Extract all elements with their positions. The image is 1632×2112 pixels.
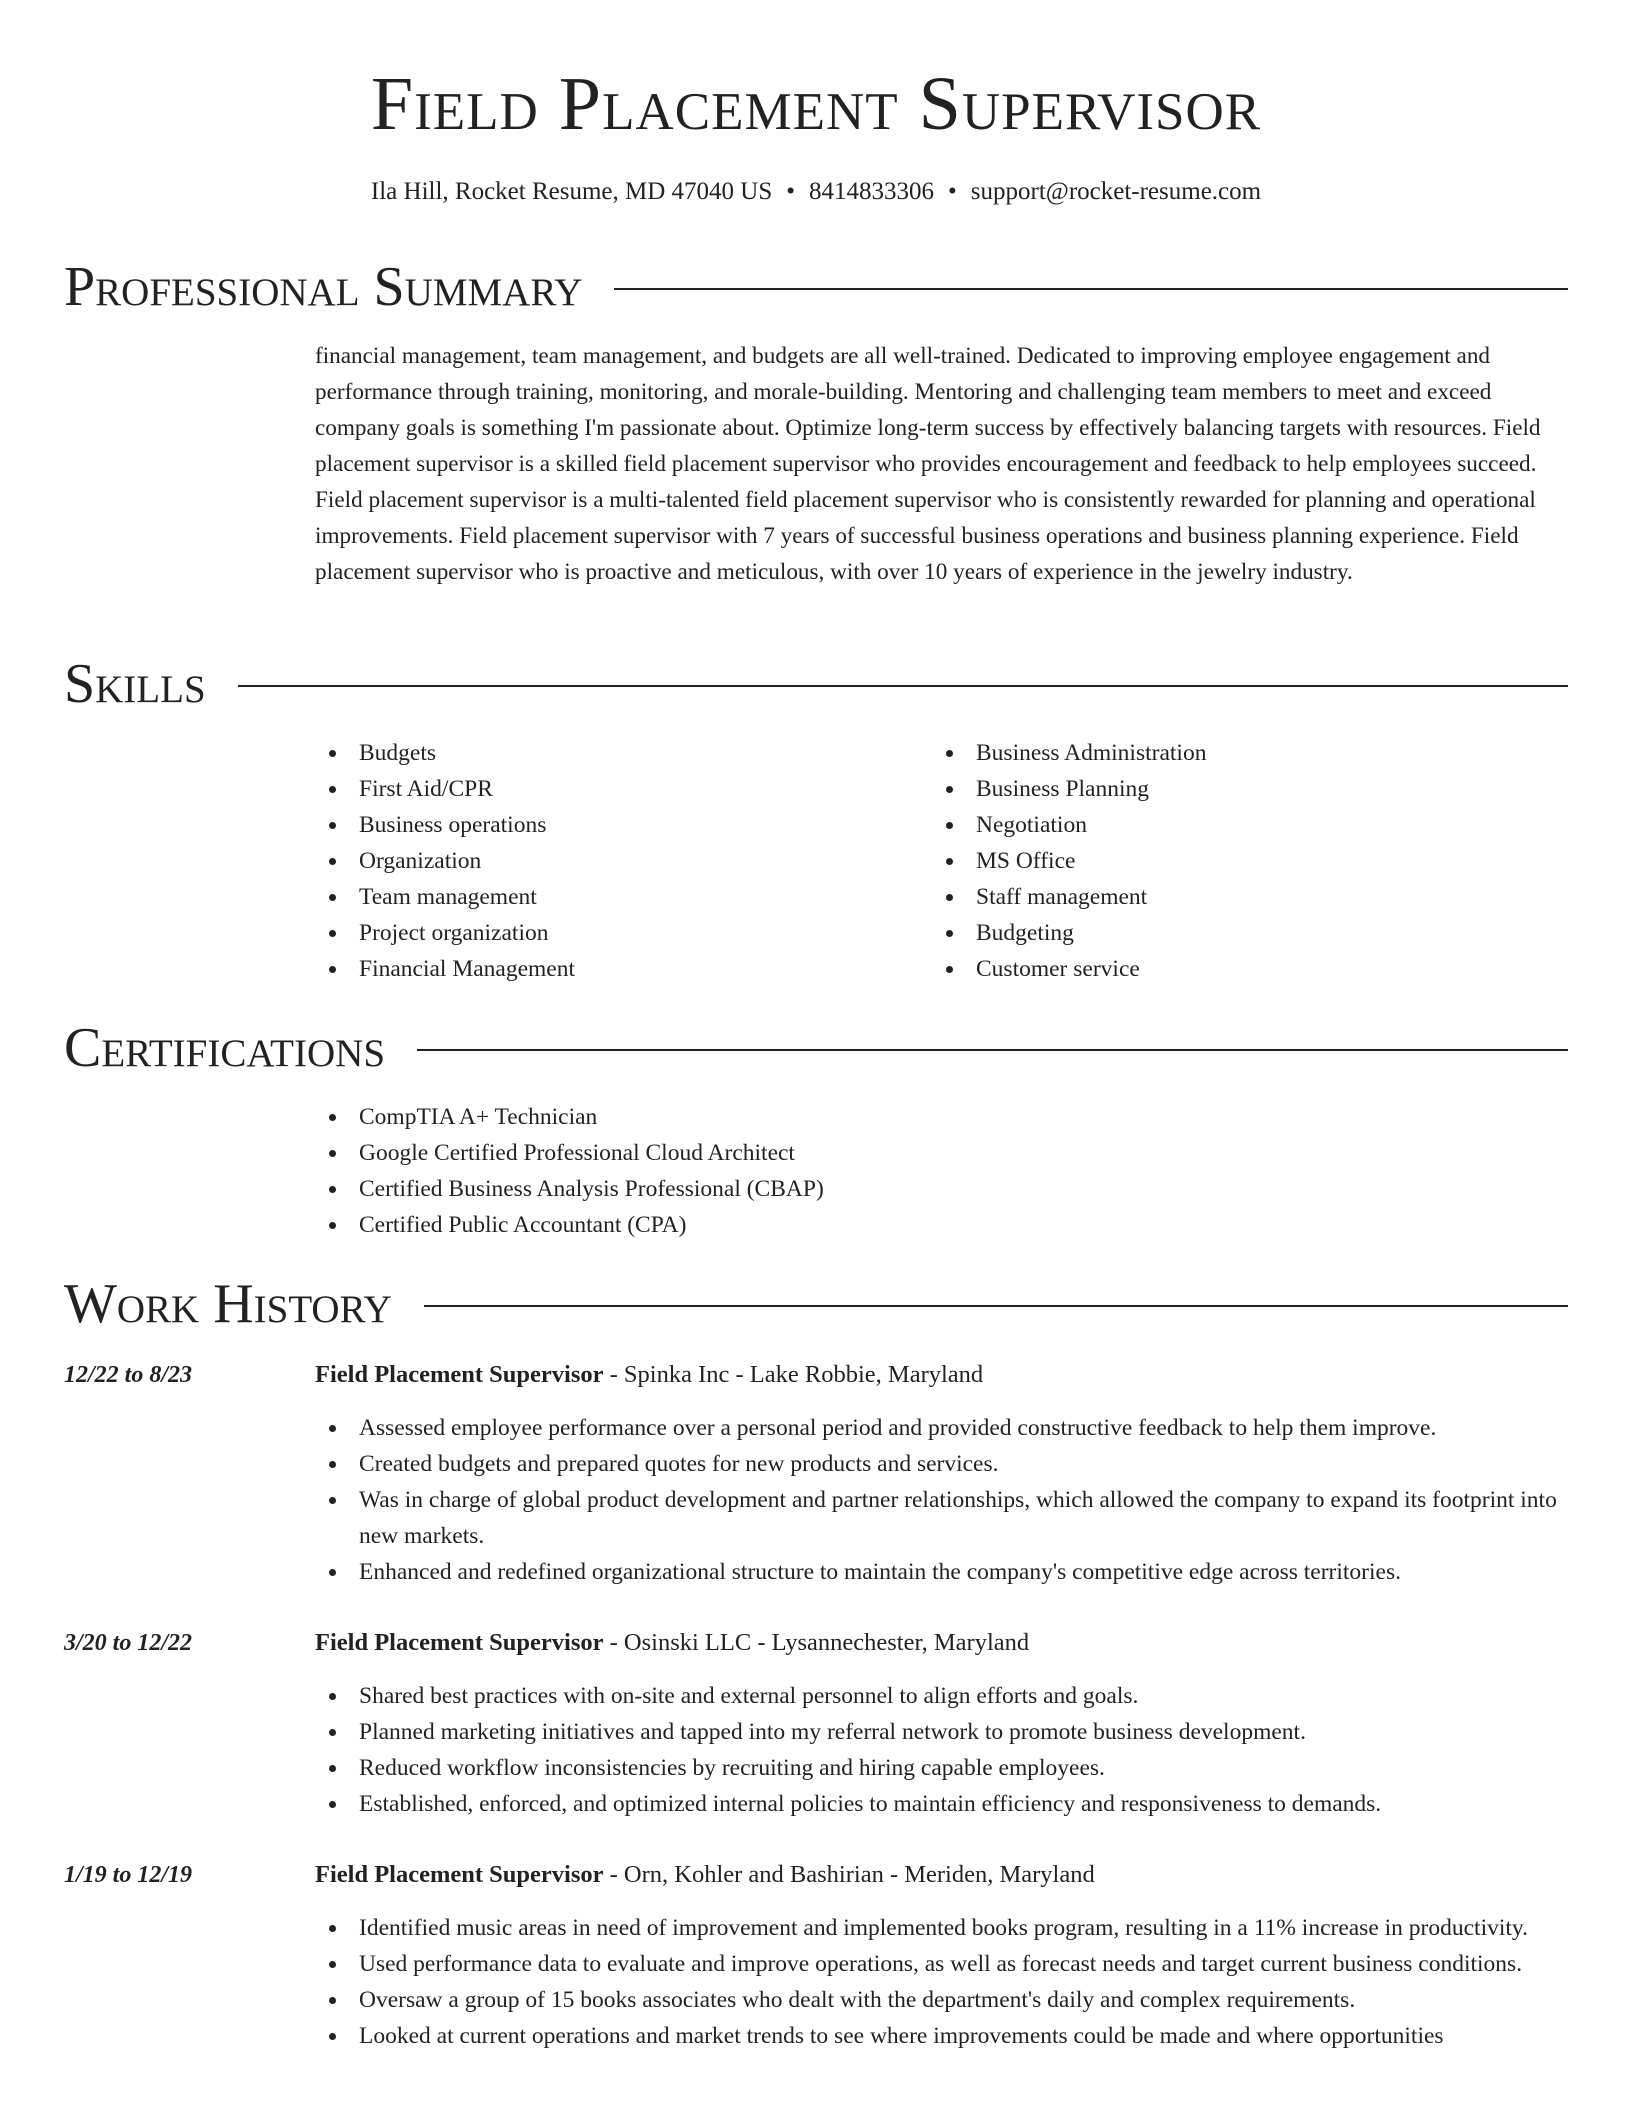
list-item: Organization — [315, 843, 915, 879]
section-heading-work-history — [64, 1274, 1568, 1334]
section-heading-certifications — [64, 1018, 1568, 1078]
list-item: Looked at current operations and market trends to see where improvements could be made and where opportunities — [315, 2018, 1568, 2054]
job-company-location: - Orn, Kohler and Bashirian - Meriden, Maryland — [603, 1861, 1095, 1888]
job-company-location: - Osinski LLC - Lysannechester, Maryland — [603, 1629, 1030, 1656]
job-bullets — [315, 1910, 1568, 2054]
section-divider — [614, 288, 1568, 290]
list-item: Staff management — [932, 879, 1568, 915]
job-title: Field Placement Supervisor — [315, 1861, 604, 1888]
section-title: Work History — [64, 1273, 392, 1335]
contact-address: Ila Hill, Rocket Resume, MD 47040 US — [370, 178, 773, 205]
contact-line — [0, 176, 1632, 208]
job-company-location: - Spinka Inc - Lake Robbie, Maryland — [603, 1361, 984, 1388]
list-item: Certified Business Analysis Professional (CBAP) — [315, 1171, 1568, 1207]
list-item: Created budgets and prepared quotes for new products and services. — [315, 1446, 1568, 1482]
list-item: CompTIA A+ Technician — [315, 1099, 1568, 1135]
list-item: Financial Management — [315, 951, 915, 987]
list-item: MS Office — [932, 843, 1568, 879]
list-item: Business Planning — [932, 771, 1568, 807]
list-item: Assessed employee performance over a personal period and provided constructive feedback to help them improve. — [315, 1410, 1568, 1446]
section-divider — [417, 1049, 1568, 1051]
list-item: Oversaw a group of 15 books associates who dealt with the department's daily and complex requirements. — [315, 1982, 1568, 2018]
list-item: Project organization — [315, 915, 915, 951]
section-heading-skills — [64, 654, 1568, 714]
skills-list-left — [315, 735, 915, 987]
contact-phone: 8414833306 — [809, 178, 935, 205]
certifications-list — [315, 1099, 1568, 1243]
section-divider — [238, 685, 1568, 687]
summary-text: financial management, team management, and budgets are all well-trained. Dedicated to improving employee engagement and performance through training, monitoring, and morale-building. Mentoring and challenging team members to meet and exceed company goals is something I'm passionate about. Optimize long-term success by effectively balancing targets with resources. Field placement supervisor is a skilled field placement supervisor who provides encouragement and feedback to help employees succeed. Field placement supervisor is a multi-talented field placement supervisor who is consistently rewarded for planning and operational improvements. Field placement supervisor with 7 years of successful business operations and business planning experience. Field placement supervisor who is proactive and meticulous, with over 10 years of experience in the jewelry industry. — [315, 343, 1541, 585]
section-title: Certifications — [64, 1017, 386, 1079]
section-title: Professional Summary — [64, 256, 583, 318]
list-item: Customer service — [932, 951, 1568, 987]
list-item: Reduced workflow inconsistencies by recruiting and hiring capable employees. — [315, 1750, 1568, 1786]
list-item: Business Administration — [932, 735, 1568, 771]
job-bullets — [315, 1410, 1568, 1590]
list-item: Used performance data to evaluate and improve operations, as well as forecast needs and target current business conditions. — [315, 1946, 1568, 1982]
job-title: Field Placement Supervisor — [315, 1361, 604, 1388]
contact-email: support@rocket-resume.com — [970, 178, 1262, 205]
list-item: Negotiation — [932, 807, 1568, 843]
list-item: Shared best practices with on-site and external personnel to align efforts and goals. — [315, 1678, 1568, 1714]
job-dates: 3/20 to 12/22 — [64, 1630, 193, 1656]
list-item: Budgeting — [932, 915, 1568, 951]
list-item: Business operations — [315, 807, 915, 843]
job-heading — [315, 1859, 1568, 1891]
job-dates: 12/22 to 8/23 — [64, 1362, 193, 1388]
contact-separator: • — [948, 178, 957, 205]
job-heading — [315, 1359, 1568, 1391]
list-item: Certified Public Accountant (CPA) — [315, 1207, 1568, 1243]
list-item: Enhanced and redefined organizational structure to maintain the company's competitive edge across territories. — [315, 1554, 1568, 1590]
list-item: First Aid/CPR — [315, 771, 915, 807]
section-title: Skills — [64, 653, 206, 715]
list-item: Planned marketing initiatives and tapped into my referral network to promote business development. — [315, 1714, 1568, 1750]
section-heading-summary — [64, 257, 1568, 317]
section-divider — [424, 1305, 1568, 1307]
list-item: Team management — [315, 879, 915, 915]
resume-name: Field Placement Supervisor — [370, 62, 1262, 146]
job-bullets — [315, 1678, 1568, 1822]
list-item: Identified music areas in need of improvement and implemented books program, resulting in a 11% increase in productivity. — [315, 1910, 1568, 1946]
job-title: Field Placement Supervisor — [315, 1629, 604, 1656]
list-item: Google Certified Professional Cloud Architect — [315, 1135, 1568, 1171]
contact-separator: • — [786, 178, 796, 205]
job-heading — [315, 1627, 1568, 1659]
list-item: Was in charge of global product development and partner relationships, which allowed the company to expand its footprint into new markets. — [315, 1482, 1568, 1554]
skills-list-right — [932, 735, 1568, 987]
job-dates: 1/19 to 12/19 — [64, 1862, 193, 1888]
list-item: Established, enforced, and optimized internal policies to maintain efficiency and responsiveness to demands. — [315, 1786, 1568, 1822]
list-item: Budgets — [315, 735, 915, 771]
